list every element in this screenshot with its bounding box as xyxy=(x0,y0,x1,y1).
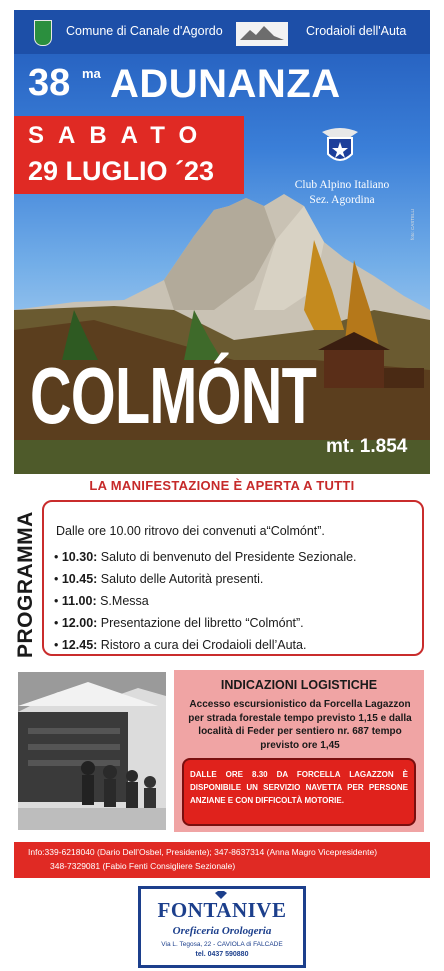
sponsor-logo xyxy=(138,886,306,968)
programma-item: • 10.30: Saluto di benvenuto del Presidente Sezionale. xyxy=(54,550,357,564)
club-name xyxy=(276,178,408,208)
programma-item: • 11.00: S.Messa xyxy=(54,594,149,608)
programma-intro: Dalle ore 10.00 ritrovo dei convenuti a“Colmónt”. xyxy=(56,524,325,538)
club-line2: Sez. Agordina xyxy=(309,194,375,206)
cai-badge-icon xyxy=(320,124,360,166)
sponsor-name: FONTANIVE xyxy=(157,898,287,922)
shuttle-notice xyxy=(182,758,416,826)
programma-list xyxy=(54,546,357,656)
place-altitude: mt. 1.854 xyxy=(326,436,408,457)
programma-item: • 12.45: Ristoro a cura dei Crodaioli dell’Auta. xyxy=(54,638,307,652)
programma-item: • 10.45: Saluto delle Autorità presenti. xyxy=(54,572,264,586)
info-line2: 348-7329081 (Fabio Fenti Consigliere Sezionale) xyxy=(50,861,236,871)
comune-label: Comune di Canale d'Agordo xyxy=(66,24,223,38)
sponsor-tel: tel. 0437 590880 xyxy=(195,951,249,958)
open-to-all-banner: LA MANIFESTAZIONE È APERTA A TUTTI xyxy=(89,478,355,493)
date-label: 29 LUGLIO ´23 xyxy=(28,156,215,186)
poster-frame xyxy=(14,10,430,963)
crodaioli-logo-icon xyxy=(236,22,288,46)
club-line1: Club Alpino Italiano xyxy=(294,179,390,191)
place-name: COLMÓNT xyxy=(30,351,317,440)
photo-credit: foto: CASTELLI xyxy=(410,208,415,240)
crodaioli-label: Crodaioli dell'Auta xyxy=(306,24,407,38)
day-label: SABATO xyxy=(28,122,212,149)
info-bar xyxy=(14,842,430,878)
logistics-text: Accesso escursionistico da Forcella Lagazzon per strada forestale tempo previsto 1,15 e dalla località di Feder per sentiero nr. 687 tempo previsto ore 1,45 xyxy=(188,699,412,751)
logistics-box xyxy=(174,670,424,832)
programma-label: PROGRAMMA xyxy=(14,511,37,658)
edition-suffix: ma xyxy=(82,66,101,81)
comune-crest-icon xyxy=(34,20,52,46)
event-title: ADUNANZA xyxy=(110,62,341,106)
edition-number: 38 xyxy=(28,62,71,104)
sponsor-tagline: Oreficeria Orologeria xyxy=(172,925,272,937)
historic-hut-photo xyxy=(18,672,166,830)
shuttle-text: DALLE ORE 8.30 DA FORCELLA LAGAZZON È DISPONIBILE UN SERVIZIO NAVETTA PER PERSONE ANZIANE E CON DIFFICOLTÀ MOTORIE. xyxy=(190,770,408,805)
hero-poster xyxy=(14,10,430,474)
logistics-title: INDICAZIONI LOGISTICHE xyxy=(220,678,378,692)
sponsor-address: Via L. Tegosa, 22 - CAVIOLA di FALCADE xyxy=(161,941,283,948)
info-line1: Info:339-6218040 (Dario Dell’Osbel, Presidente); 347-8637314 (Anna Magro Vicepresidente) xyxy=(28,847,378,857)
programma-item: • 12.00: Presentazione del libretto “Colmónt”. xyxy=(54,616,304,630)
programma-box xyxy=(42,500,424,656)
